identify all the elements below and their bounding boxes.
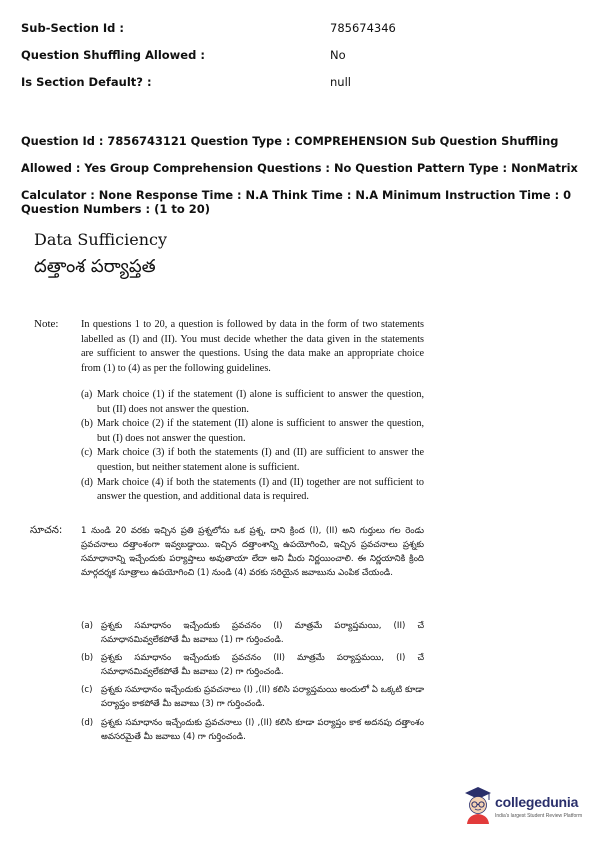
note-body: In questions 1 to 20, a question is followed by data in the form of two statements labelled as (I) and (II). You must decide whether the data given in the statements are sufficient to answer the questions. Using the data make an appropriate choice from (1) to (4) as per the following guidelines.: [81, 319, 424, 374]
option-key: (d): [81, 476, 93, 488]
option-text: ప్రశ్నకు సమాధానం ఇచ్చేందుకు ప్రవచనాలు (I) ,(II) కలిసి పర్యాప్తమయి అందులో ఏ ఒక్కటి కూడా పర్యాప్తం కాకపోతే మీ జవాబు (3) గా గుర్తించండి.: [101, 685, 424, 710]
section-title: Data Sufficiency: [34, 230, 168, 249]
note-option-telugu: [81, 716, 424, 744]
question-header: Question Id : 7856743121 Question Type : COMPREHENSION Sub Question Shuffling Allowed : Yes Group Comprehension Questions : No Question Pattern Type : NonMatrix Calculator : None Response Time : N.A Think Time : N.A Minimum Instruction Time : 0: [21, 134, 578, 202]
note-body-telugu: 1 నుండి 20 వరకు ఇచ్చిన ప్రతి ప్రశ్నలోను ఒక ప్రశ్న, దాని క్రింద (I), (II) అని గుర్తులు గల రెండు ప్రవచనాలు దత్తాంశంగా ఇవ్వబడ్డాయి. ఇచ్చిన దత్తాంశాన్ని ఉపయోగించి, ఇచ్చిన ప్రవచనాలు ప్రశ్నకు సమాధానాన్ని ఇచ్చేందుకు పర్యాప్తాలు అవుతాయా లేదా అని మీరు నిర్ణయించాలి. ఈ నిర్ణయానికి క్రింది మార్గదర్శక సూత్రాలు ఉపయోగించి (1) నుండి (4) వరకు సరియైన జవాబును ఎంపిక చేయండి.: [81, 526, 424, 579]
option-key: (a): [81, 621, 93, 631]
question-numbers: Question Numbers : (1 to 20): [21, 202, 211, 216]
option-text: ప్రశ్నకు సమాధానం ఇచ్చేందుకు ప్రవచనం (II) మాత్రమే పర్యాప్తమయి, (I) చే సమాధానమివ్వలేకపోతే మీ జవాబు (2) గా గుర్తించండి.: [101, 653, 424, 678]
note-option: [81, 388, 424, 417]
note-label-telugu: సూచన:: [30, 525, 63, 536]
note-option-telugu: [81, 651, 424, 679]
logo-wordmark: collegedunia: [495, 794, 579, 810]
option-text: Mark choice (3) if both the statements (I) and (II) are sufficient to answer the question, but neither statement alone is sufficient.: [97, 447, 424, 473]
meta-value-subsection-id: 785674346: [330, 21, 396, 35]
option-key: (a): [81, 389, 93, 400]
note-options: [81, 388, 424, 505]
option-key: (c): [81, 447, 93, 459]
section-title-telugu: దత్తాంశ పర్యాప్తత: [34, 256, 156, 277]
note-options-telugu: [81, 619, 424, 748]
collegedunia-logo: [461, 784, 587, 828]
option-key: (b): [81, 653, 94, 664]
student-mascot-icon: [461, 784, 495, 824]
option-text: Mark choice (2) if the statement (II) alone is sufficient to answer the question, but (I) does not answer the question.: [97, 418, 424, 444]
meta-value-section-default: null: [330, 75, 351, 89]
meta-label-section-default: Is Section Default? :: [21, 75, 152, 89]
option-text: ప్రశ్నకు సమాధానం ఇచ్చేందుకు ప్రవచనాలు (I) ,(II) కలిసి కూడా పర్యాప్తం కాక అదనపు దత్తాంశం అవసరమైతే మీ జవాబు (4) గా గుర్తించండి.: [101, 717, 424, 742]
option-key: (d): [81, 717, 94, 728]
meta-value-question-shuffling: No: [330, 48, 346, 62]
note-option-telugu: [81, 683, 424, 711]
note-label: Note:: [34, 318, 59, 330]
option-text: Mark choice (1) if the statement (I) alone is sufficient to answer the question, but (II) does not answer the question.: [97, 389, 424, 415]
option-text: ప్రశ్నకు సమాధానం ఇచ్చేందుకు ప్రవచనం (I) మాత్రమే పర్యాప్తమయి, (II) చే సమాధానమివ్వలేకపోతే మీ జవాబు (1) గా గుర్తించండి.: [101, 621, 424, 646]
logo-tagline: India's largest Student Review Platform: [495, 813, 583, 819]
note-option: [81, 446, 424, 475]
note-option: [81, 476, 424, 505]
meta-label-question-shuffling: Question Shuffling Allowed :: [21, 48, 205, 62]
option-key: (c): [81, 685, 93, 696]
option-key: (b): [81, 418, 93, 430]
note-option: [81, 417, 424, 446]
note-option-telugu: [81, 619, 424, 647]
meta-label-subsection-id: Sub-Section Id :: [21, 21, 125, 35]
option-text: Mark choice (4) if both the statements (I) and (II) together are not sufficient to answer the question, and additional data is required.: [97, 476, 424, 503]
